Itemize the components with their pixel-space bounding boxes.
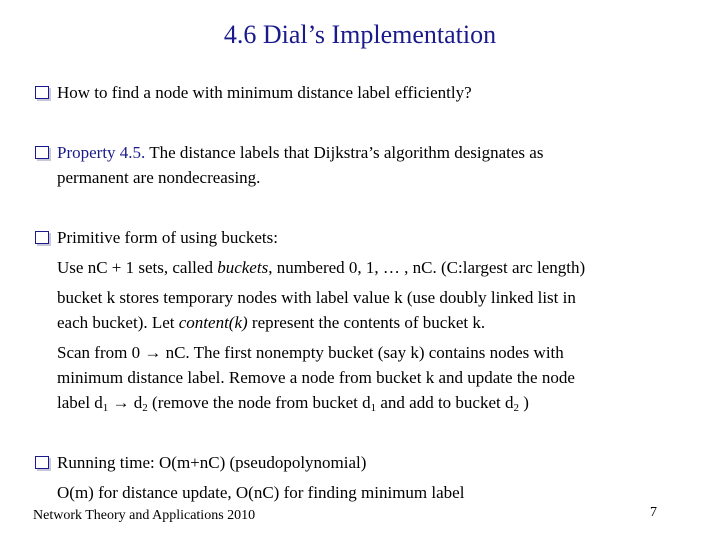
bullet-box-icon xyxy=(35,86,49,99)
content-term: content(k) xyxy=(178,313,248,332)
page-number: 7 xyxy=(650,505,657,520)
bucket-line-3: each bucket). Let content(k) represent the contents of bucket k. xyxy=(57,313,486,332)
bullet-box-icon xyxy=(35,231,49,244)
bullet-text: Running time: O(m+nC) (pseudopolynomial) xyxy=(57,453,367,472)
property-label: Property 4.5. xyxy=(57,143,146,162)
bullet-box-icon xyxy=(35,146,49,159)
running-line-1: O(m) for distance update, O(nC) for finding minimum label xyxy=(57,483,465,502)
bullet-box-icon xyxy=(35,456,49,469)
buckets-term: buckets xyxy=(217,258,269,277)
bullet-text: How to find a node with minimum distance label efficiently? xyxy=(57,83,472,102)
bullet-text: Primitive form of using buckets: xyxy=(57,228,278,247)
footer-text: Network Theory and Applications 2010 xyxy=(33,508,256,523)
property-text: The distance labels that Dijkstra’s algorithm designates as xyxy=(145,143,544,162)
bucket-line-5: minimum distance label. Remove a node from bucket k and update the node xyxy=(57,368,575,387)
bucket-line-4: Scan from 0 → nC. The first nonempty bucket (say k) contains nodes with xyxy=(57,343,564,362)
bucket-line-2: bucket k stores temporary nodes with label value k (use doubly linked list in xyxy=(57,288,576,307)
bucket-line-1: Use nC + 1 sets, called buckets, numbered 0, 1, … , nC. (C:largest arc length) xyxy=(57,258,586,277)
property-text-line2: permanent are nondecreasing. xyxy=(57,168,261,187)
slide-title: 4.6 Dial’s Implementation xyxy=(223,20,497,49)
bucket-line-6: label $d_1 \to d_2$ (remove the node from bucket $d_1$ and add to bucket $d_2$ ) xyxy=(57,393,529,414)
